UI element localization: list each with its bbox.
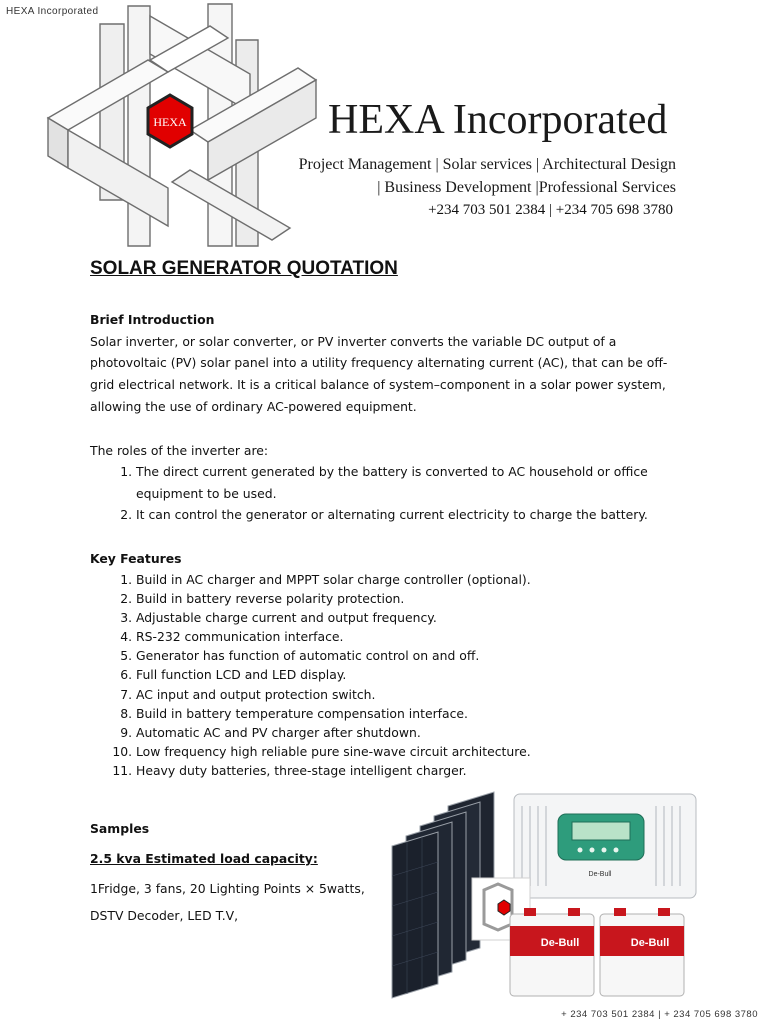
document-title: SOLAR GENERATOR QUOTATION — [90, 258, 398, 279]
list-item: 6. Full function LCD and LED display. — [136, 665, 696, 684]
load-line-2: DSTV Decoder, LED T.V, — [90, 908, 239, 923]
list-item: 4. RS-232 communication interface. — [136, 627, 696, 646]
battery-left — [510, 908, 594, 996]
list-item: 9. Automatic AC and PV charger after shutdown. — [136, 723, 696, 742]
intro-heading: Brief Introduction — [90, 312, 215, 327]
inverter-brand: De-Bull — [588, 871, 612, 878]
services-line-2: | Business Development |Professional Services — [377, 179, 676, 196]
inverter-unit — [514, 794, 696, 898]
logo-badge — [148, 95, 192, 147]
company-name: HEXA Incorporated — [328, 97, 668, 143]
list-item: 3. Adjustable charge current and output frequency. — [136, 608, 696, 627]
roles-list — [90, 461, 696, 526]
list-item: 2. It can control the generator or alternating current electricity to charge the battery. — [136, 504, 696, 526]
list-item: 2. Build in battery reverse polarity protection. — [136, 589, 696, 608]
roles-heading: The roles of the inverter are: — [90, 443, 269, 458]
list-item: 1. Build in AC charger and MPPT solar charge controller (optional). — [136, 570, 696, 589]
hexa-logo — [40, 0, 320, 250]
product-photo — [386, 786, 726, 1000]
logo-badge-text: HEXA — [153, 115, 187, 129]
list-item: 8. Build in battery temperature compensation interface. — [136, 704, 696, 723]
footer-phones: + 234 703 501 2384 | + 234 705 698 3780 — [561, 1009, 758, 1020]
corner-label: HEXA Incorporated — [6, 6, 99, 17]
battery-brand-right: De-Bull — [630, 937, 670, 949]
load-capacity-heading: 2.5 kva Estimated load capacity: — [90, 851, 318, 866]
load-line-1: 1Fridge, 3 fans, 20 Lighting Points × 5watts, — [90, 881, 365, 896]
list-item: 5. Generator has function of automatic control on and off. — [136, 646, 696, 665]
battery-brand-left: De-Bull — [540, 937, 580, 949]
features-heading: Key Features — [90, 551, 182, 566]
intro-section — [90, 309, 680, 418]
list-item: 1. The direct current generated by the battery is converted to AC household or office equipment to be used. — [136, 461, 696, 504]
services-line-1: Project Management | Solar services | Architectural Design — [298, 156, 676, 173]
list-item: 7. AC input and output protection switch. — [136, 685, 696, 704]
battery-right — [600, 908, 684, 996]
list-item: 11. Heavy duty batteries, three-stage intelligent charger. — [136, 761, 696, 780]
features-list — [90, 570, 696, 780]
intro-paragraph: Solar inverter, or solar converter, or PV inverter converts the variable DC output of a photovoltaic (PV) solar panel into a utility frequency alternating current (AC), that can be off-grid electrical network. It is a critical balance of system–component in a solar power system, allowing the use of ordinary AC-powered equipment. — [90, 333, 668, 414]
samples-heading: Samples — [90, 821, 150, 836]
list-item: 10. Low frequency high reliable pure sine-wave circuit architecture. — [136, 742, 696, 761]
header-phones: +234 703 501 2384 | +234 705 698 3780 — [428, 202, 673, 218]
